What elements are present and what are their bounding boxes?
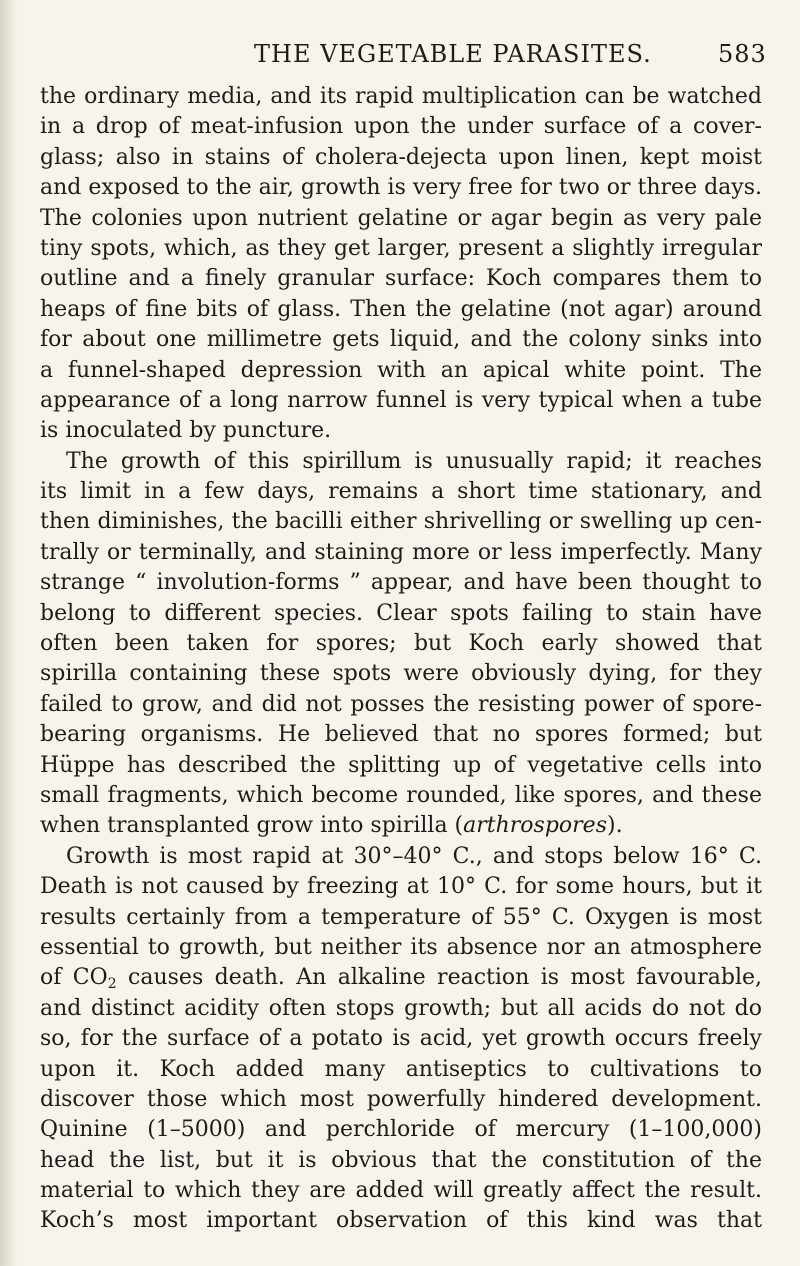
subscript: 2 [107,976,117,993]
text-line: its limit in a few days, remains a short time stationary, and [40,479,762,505]
text-line: results certainly from a temperature of 55° C. Oxygen is most [40,904,762,930]
body-text [40,82,762,1237]
text-line: is inoculated by puncture. [40,418,332,444]
paragraph-start-line: Growth is most rapid at 30°–40° C., and stops below 16° C. [66,843,762,869]
text-line: so, for the surface of a potato is acid, yet growth occurs freely [40,1026,762,1052]
text-line: the ordinary media, and its rapid multiplication can be watched [40,84,762,109]
text-line: appearance of a long narrow funnel is very typical when a tube [40,387,762,413]
page-gutter-shadow [0,0,18,1266]
text-line: Koch’s most important observation of this kind was that [40,1208,762,1234]
running-head-title: THE VEGETABLE PARASITES. [254,40,652,68]
page-number: 583 [718,40,767,68]
italic-term: arthrospores [463,813,607,839]
text-line: spirilla containing these spots were obviously dying, for they [40,661,762,687]
text-line: head the list, but it is obvious that the constitution of the [40,1147,762,1173]
text-line: belong to different species. Clear spots failing to stain have [40,600,762,626]
text-line: trally or terminally, and staining more or less imperfectly. Many [40,539,762,565]
text-line: Hüppe has described the splitting up of vegetative cells into [40,752,762,778]
running-header [0,40,800,74]
text-line: Death is not caused by freezing at 10° C. for some hours, but it [40,874,762,900]
paragraph-start-line: The growth of this spirillum is unusually rapid; it reaches [66,448,762,474]
text-line: essential to growth, but neither its absence nor an atmosphere [40,934,762,960]
text-line: outline and a finely granular surface: Koch compares them to [40,266,762,292]
text-line: The colonies upon nutrient gelatine or agar begin as very pale [40,205,762,231]
text-line: for about one millimetre gets liquid, and the colony sinks into [40,327,762,353]
text-line: tiny spots, which, as they get larger, present a slightly irregular [40,235,762,261]
text-line [40,811,762,841]
text-line: material to which they are added will greatly affect the result. [40,1178,762,1204]
text-line: glass; also in stains of cholera-dejecta upon linen, kept moist [40,144,762,170]
text-line: a funnel-shaped depression with an apical white point. The [40,357,762,383]
text-line: and distinct acidity often stops growth; but all acids do not do [40,995,762,1021]
text-line: failed to grow, and did not posses the resisting power of spore- [40,691,762,717]
text-line: and exposed to the air, growth is very free for two or three days. [40,175,762,201]
text-line: Quinine (1–5000) and perchloride of mercury (1–100,000) [40,1117,762,1143]
text-line: then diminishes, the bacilli either shrivelling or swelling up cen- [40,509,762,535]
text-line: bearing organisms. He believed that no spores formed; but [40,722,762,748]
text-line: discover those which most powerfully hindered development. [40,1086,762,1112]
text-segment: causes death. An alkaline reaction is most favourable, [116,965,762,991]
text-segment: of CO [40,965,108,991]
text-line: upon it. Koch added many antiseptics to cultivations to [40,1056,762,1082]
text-segment: ). [607,813,623,839]
text-segment: when transplanted grow into spirilla ( [40,813,464,839]
text-line: small fragments, which become rounded, like spores, and these [40,782,762,808]
text-line: heaps of fine bits of glass. Then the gelatine (not agar) around [40,296,762,322]
text-line: often been taken for spores; but Koch early showed that [40,631,762,657]
text-line: strange “ involution-forms ” appear, and have been thought to [40,570,762,596]
text-line: in a drop of meat-infusion upon the under surface of a cover- [40,114,762,140]
text-line [40,963,762,993]
